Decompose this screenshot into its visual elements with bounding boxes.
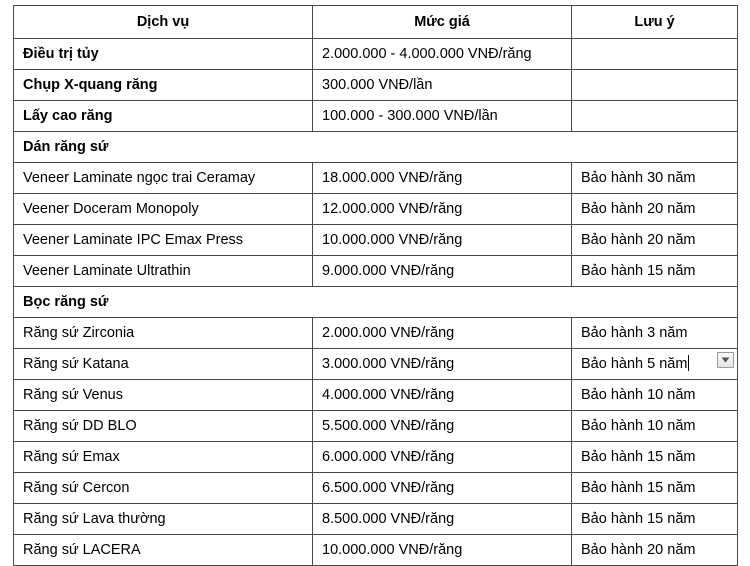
cell-service[interactable]: Răng sứ Katana (14, 349, 313, 380)
cell-note-text: Bảo hành 5 năm (581, 355, 688, 372)
cell-note[interactable] (572, 39, 738, 70)
cell-note-active[interactable] (572, 349, 738, 380)
column-header-price[interactable]: Mức giá (313, 6, 572, 39)
cell-price[interactable]: 10.000.000 VNĐ/răng (313, 225, 572, 256)
cell-note[interactable]: Bảo hành 30 năm (572, 163, 738, 194)
cell-service[interactable]: Điều trị tủy (14, 39, 313, 70)
cell-service[interactable]: Veneer Laminate ngọc trai Ceramay (14, 163, 313, 194)
cell-price[interactable]: 2.000.000 VNĐ/răng (313, 318, 572, 349)
cell-price[interactable]: 5.500.000 VNĐ/răng (313, 411, 572, 442)
cell-note[interactable] (572, 70, 738, 101)
cell-price[interactable]: 6.500.000 VNĐ/răng (313, 473, 572, 504)
table-row (14, 442, 738, 473)
column-header-service[interactable]: Dịch vụ (14, 6, 313, 39)
table-row (14, 70, 738, 101)
cell-price[interactable]: 18.000.000 VNĐ/răng (313, 163, 572, 194)
table-row (14, 473, 738, 504)
cell-price[interactable]: 4.000.000 VNĐ/răng (313, 380, 572, 411)
cell-service[interactable]: Răng sứ Cercon (14, 473, 313, 504)
cell-service[interactable]: Lấy cao răng (14, 101, 313, 132)
table-row (14, 39, 738, 70)
cell-service[interactable]: Răng sứ LACERA (14, 535, 313, 566)
table-row (14, 411, 738, 442)
cell-note[interactable]: Bảo hành 15 năm (572, 256, 738, 287)
cell-service[interactable]: Răng sứ DD BLO (14, 411, 313, 442)
cell-note[interactable]: Bảo hành 20 năm (572, 535, 738, 566)
dental-price-table (13, 5, 738, 566)
table-row (14, 504, 738, 535)
cell-service[interactable]: Răng sứ Lava thường (14, 504, 313, 535)
cell-service[interactable]: Veener Laminate Ultrathin (14, 256, 313, 287)
cell-note[interactable]: Bảo hành 3 năm (572, 318, 738, 349)
table-row (14, 349, 738, 380)
cell-price[interactable]: 6.000.000 VNĐ/răng (313, 442, 572, 473)
cell-note[interactable]: Bảo hành 10 năm (572, 411, 738, 442)
cell-note[interactable]: Bảo hành 15 năm (572, 473, 738, 504)
table-header (14, 6, 738, 39)
table-row (14, 318, 738, 349)
cell-note[interactable]: Bảo hành 20 năm (572, 194, 738, 225)
cell-service[interactable]: Chụp X-quang răng (14, 70, 313, 101)
column-header-note[interactable]: Lưu ý (572, 6, 738, 39)
table-row (14, 380, 738, 411)
cell-note[interactable]: Bảo hành 20 năm (572, 225, 738, 256)
cell-note[interactable]: Bảo hành 15 năm (572, 504, 738, 535)
table-section-row (14, 287, 738, 318)
cell-price[interactable]: 12.000.000 VNĐ/răng (313, 194, 572, 225)
table-row (14, 194, 738, 225)
table-body (14, 39, 738, 566)
cell-service[interactable]: Răng sứ Zirconia (14, 318, 313, 349)
cell-price[interactable]: 300.000 VNĐ/lần (313, 70, 572, 101)
section-title[interactable]: Dán răng sứ (14, 132, 738, 163)
table-row (14, 163, 738, 194)
table-section-row (14, 132, 738, 163)
text-cursor (688, 355, 689, 371)
cell-note[interactable] (572, 101, 738, 132)
table-row (14, 256, 738, 287)
section-title[interactable]: Bọc răng sứ (14, 287, 738, 318)
cell-service[interactable]: Veener Laminate IPC Emax Press (14, 225, 313, 256)
chevron-down-icon[interactable] (717, 352, 734, 368)
cell-price[interactable]: 9.000.000 VNĐ/răng (313, 256, 572, 287)
cell-service[interactable]: Răng sứ Emax (14, 442, 313, 473)
cell-price[interactable]: 8.500.000 VNĐ/răng (313, 504, 572, 535)
table-row (14, 101, 738, 132)
table-row (14, 225, 738, 256)
cell-service[interactable]: Răng sứ Venus (14, 380, 313, 411)
cell-price[interactable]: 10.000.000 VNĐ/răng (313, 535, 572, 566)
cell-price[interactable]: 2.000.000 - 4.000.000 VNĐ/răng (313, 39, 572, 70)
table-row (14, 535, 738, 566)
table-header-row (14, 6, 738, 39)
cell-note[interactable]: Bảo hành 15 năm (572, 442, 738, 473)
cell-price[interactable]: 3.000.000 VNĐ/răng (313, 349, 572, 380)
cell-note[interactable]: Bảo hành 10 năm (572, 380, 738, 411)
cell-price[interactable]: 100.000 - 300.000 VNĐ/lần (313, 101, 572, 132)
cell-service[interactable]: Veener Doceram Monopoly (14, 194, 313, 225)
